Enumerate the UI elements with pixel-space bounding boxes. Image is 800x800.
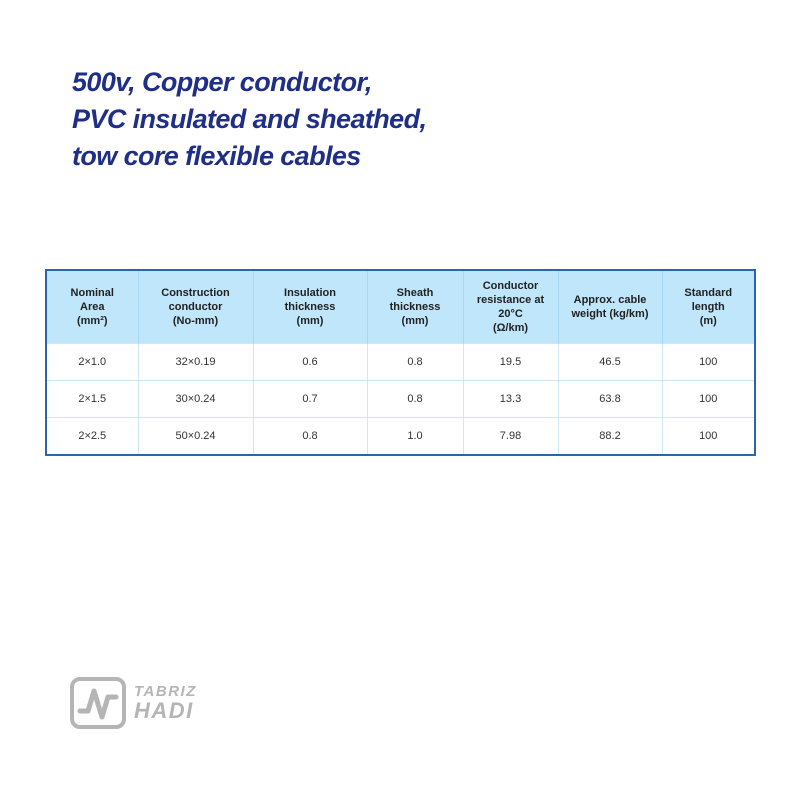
logo-line-2: HADI (134, 698, 194, 723)
title-line-1: 500v, Copper conductor, (72, 67, 372, 97)
logo-text (134, 684, 197, 722)
cell-area: 2×1.5 (46, 381, 138, 418)
header-insulation-thickness: Insulation thickness (mm) (253, 270, 367, 344)
brand-logo (70, 677, 197, 729)
cell-sheath: 0.8 (367, 381, 463, 418)
cell-length: 100 (662, 344, 755, 381)
cell-construction: 30×0.24 (138, 381, 253, 418)
page-title (72, 64, 426, 175)
header-standard-length: Standard length (m) (662, 270, 755, 344)
cell-construction: 50×0.24 (138, 418, 253, 456)
table-row (46, 344, 755, 381)
cell-weight: 88.2 (558, 418, 662, 456)
header-sheath-thickness: Sheath thickness (mm) (367, 270, 463, 344)
cable-spec-table (45, 269, 756, 456)
cell-insulation: 0.6 (253, 344, 367, 381)
cell-resistance: 19.5 (463, 344, 558, 381)
logo-line-1: TABRIZ (134, 683, 197, 700)
cell-sheath: 1.0 (367, 418, 463, 456)
cell-resistance: 7.98 (463, 418, 558, 456)
cell-area: 2×2.5 (46, 418, 138, 456)
cell-area: 2×1.0 (46, 344, 138, 381)
cell-insulation: 0.7 (253, 381, 367, 418)
header-conductor-resistance: Conductor resistance at 20°C (Ω/km) (463, 270, 558, 344)
title-line-3: tow core flexible cables (72, 141, 361, 171)
table-header-row (46, 270, 755, 344)
cell-sheath: 0.8 (367, 344, 463, 381)
cell-length: 100 (662, 418, 755, 456)
title-line-2: PVC insulated and sheathed, (72, 104, 427, 134)
cell-construction: 32×0.19 (138, 344, 253, 381)
cell-weight: 46.5 (558, 344, 662, 381)
header-approx-weight: Approx. cable weight (kg/km) (558, 270, 662, 344)
header-nominal-area: Nominal Area (mm²) (46, 270, 138, 344)
cell-insulation: 0.8 (253, 418, 367, 456)
cell-resistance: 13.3 (463, 381, 558, 418)
cell-length: 100 (662, 381, 755, 418)
header-construction-conductor: Construction conductor (No-mm) (138, 270, 253, 344)
table-row (46, 418, 755, 456)
cell-weight: 63.8 (558, 381, 662, 418)
tabriz-hadi-logo-icon (70, 677, 126, 729)
table-row (46, 381, 755, 418)
